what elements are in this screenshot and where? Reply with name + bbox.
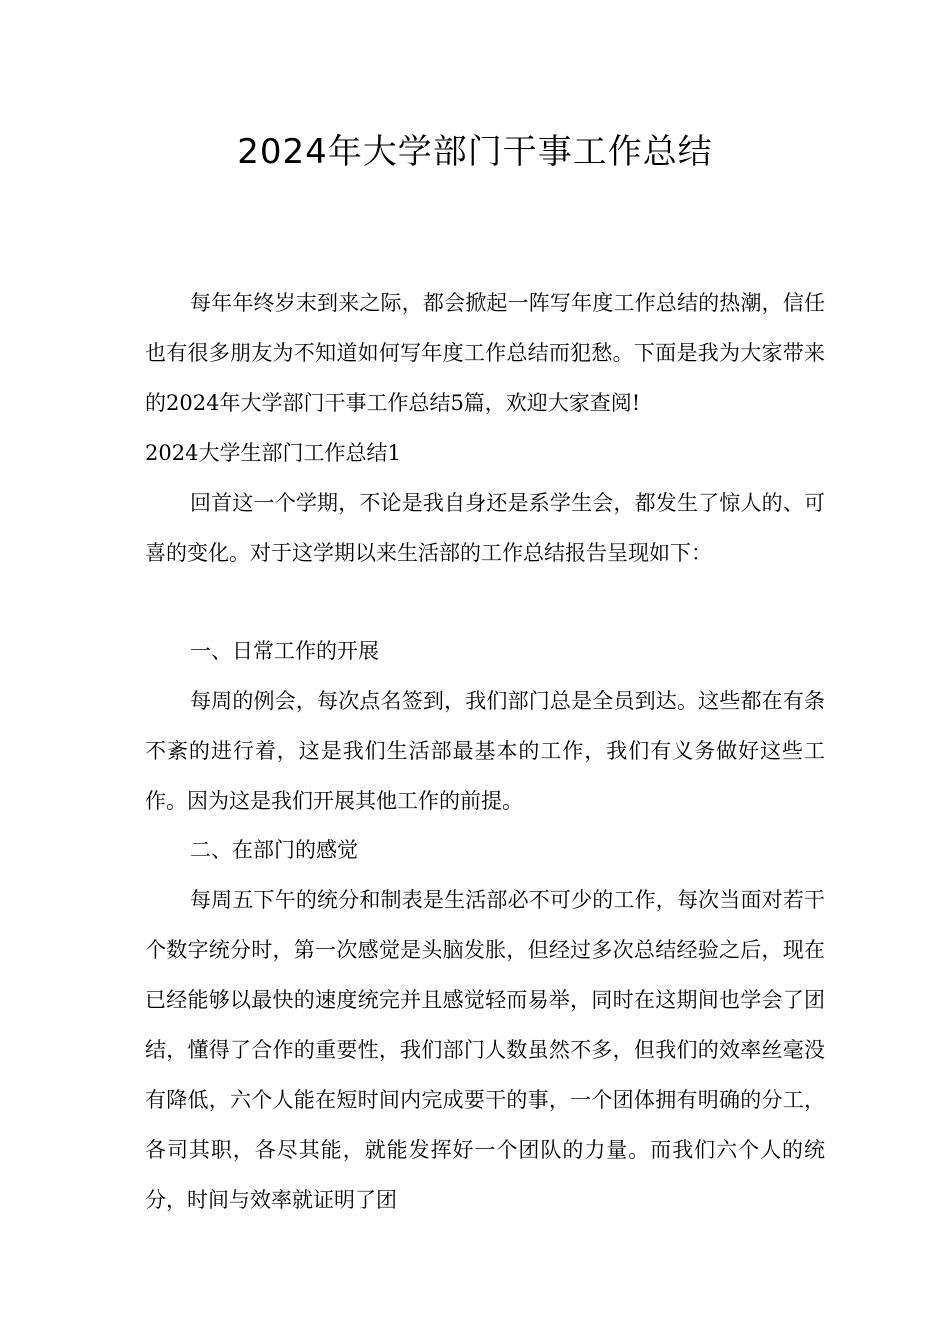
department-feeling-paragraph: 每周五下午的统分和制表是生活部必不可少的工作，每次当面对若干个数字统分时，第一次感觉是头脑发胀，但经过多次总结经验之后，现在已经能够以最快的速度统完并且感觉轻而易举，同时在这期间也学会了团结，懂得了合作的重要性，我们部门人数虽然不多，但我们的效率丝毫没有降低，六个人能在短时间内完成要干的事，一个团体拥有明确的分工，各司其职，各尽其能，就能发挥好一个团队的力量。而我们六个人的统分，时间与效率就证明了团: [145, 888, 825, 1212]
heading-daily-work: 一、日常工作的开展: [190, 639, 379, 663]
section-heading: 2024大学生部门工作总结1: [145, 441, 401, 465]
review-paragraph: 回首这一个学期，不论是我自身还是系学生会，都发生了惊人的、可喜的变化。对于这学期以来生活部的工作总结报告呈现如下：: [145, 491, 825, 565]
heading-department-feeling: 二、在部门的感觉: [190, 838, 358, 862]
intro-paragraph: 每年年终岁末到来之际，都会掀起一阵写年度工作总结的热潮，信任也有很多朋友为不知道如何写年度工作总结而犯愁。下面是我为大家带来的2024年大学部门干事工作总结5篇，欢迎大家查阅!: [145, 291, 825, 415]
document-title: 2024年大学部门干事工作总结: [237, 132, 713, 172]
daily-work-paragraph: 每周的例会，每次点名签到，我们部门总是全员到达。这些都在有条不紊的进行着，这是我们生活部最基本的工作，我们有义务做好这些工作。因为这是我们开展其他工作的前提。: [145, 689, 825, 813]
